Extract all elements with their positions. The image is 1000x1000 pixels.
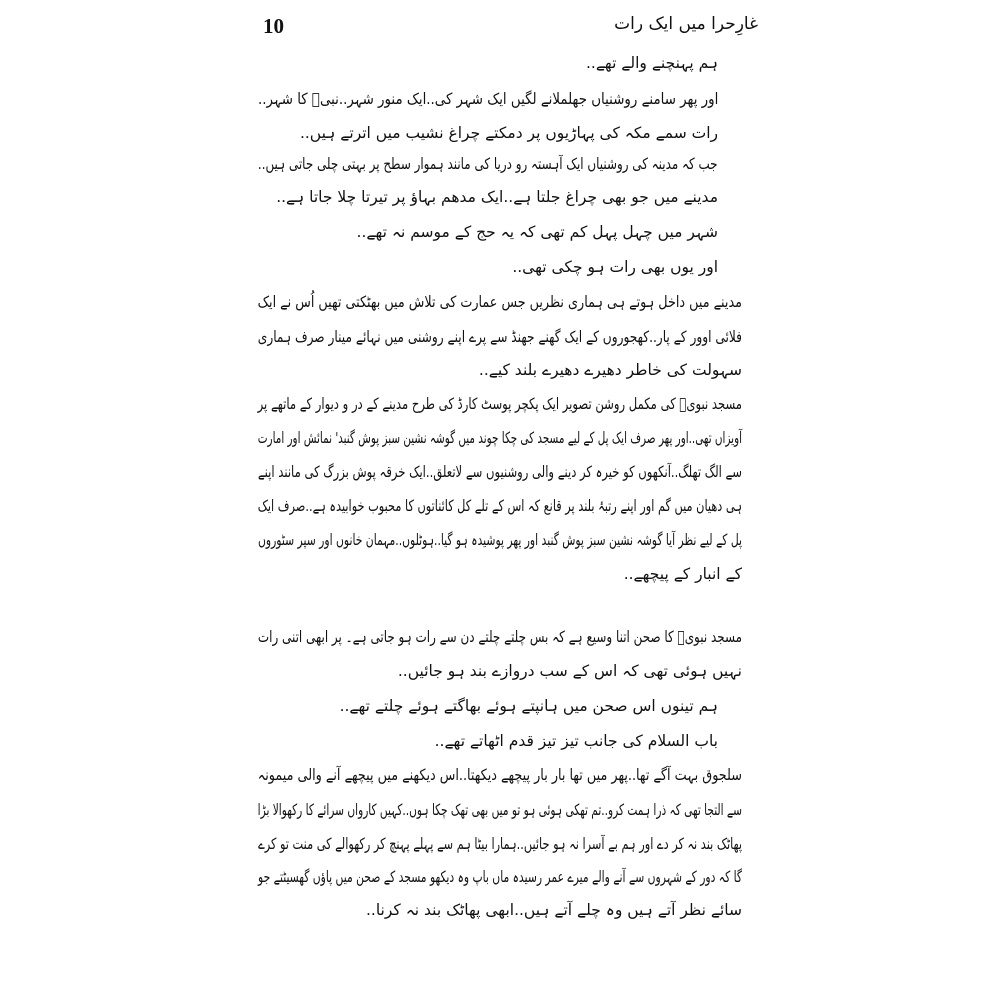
text-line: سائے نظر آتے ہیں وہ چلے آتے ہیں..ابھی پھاٹک بند نہ کرنا.. [365,901,742,919]
text-line: نہیں ہوئی تھی کہ اس کے سب دروازے بند ہو جائیں.. [397,662,742,680]
text-line: فلائی اوور کے پار..کھجوروں کے ایک گھنے جھنڈ سے پرے اپنے روشنی میں نہائے مینار صرف ہماری [257,328,742,346]
text-line: سے الگ تھلگ..آنکھوں کو خیرہ کر دینے والی روشنیوں سے لاتعلق..ایک خرقہ پوش بزرگ کی مانند اپنے [257,463,742,481]
text-line: سے التجا تھی کہ ذرا ہمت کرو..تم تھکی ہوئی ہو تو میں بھی تھک چکا ہوں..کہیں کارواں سرائے کا رکھوالا بڑا [257,801,742,819]
running-title: غارِحرا میں ایک رات [614,14,758,34]
page-number: 10 [263,14,284,38]
text-line: اور یوں بھی رات ہو چکی تھی.. [512,258,718,276]
text-line: گا کہ دور کے شہروں سے آنے والے میرے عمر رسیدہ ماں باپ وہ دیکھو مسجد کے صحن میں پاؤں گھسیٹتے جو [258,868,742,886]
text-line: اور پھر سامنے روشنیاں جھلملانے لگیں ایک شہر کی..ایک منور شہر..نبیؐ کا شہر.. [257,90,718,108]
text-line: سہولت کی خاطر دھیرے دھیرے بلند کیے.. [478,361,742,379]
text-line: ہم تینوں اس صحن میں ہانپتے ہوئے بھاگتے ہوئے چلتے تھے.. [339,697,718,715]
text-line: مدینے میں جو بھی چراغ جلتا ہے..ایک مدھم بہاؤ پر تیرتا چلا جاتا ہے.. [276,188,718,206]
text-line: جب کہ مدینہ کی روشنیاں ایک آہستہ رو دریا کی مانند ہموار سطح پر بہتی چلی جاتی ہیں.. [258,155,718,173]
text-line: باب السلام کی جانب تیز تیز قدم اٹھاتے تھے.. [434,732,718,750]
text-line: مسجد نبویؐ کا صحن اتنا وسیع ہے کہ بس چلتے چلتے دن سے رات ہو جاتی ہے۔ پر ابھی اتنی رات [257,628,742,646]
text-line: کے انبار کے پیچھے.. [623,565,742,583]
text-line: آویزاں تھی..اور پھر صرف ایک پل کے لیے مسجد کی چکا چوند میں گوشہ نشین سبز پوش گنبد' نمائش اور امارت [257,429,742,447]
text-line: شہر میں چہل پہل کم تھی کہ یہ حج کے موسم نہ تھے.. [356,223,718,241]
text-line: پل کے لیے نظر آیا گوشہ نشین سبز پوش گنبد اور پھر پوشیدہ ہو گیا..ہوٹلوں..مہمان خانوں اور سپر سٹوروں [258,531,742,549]
text-line: مسجد نبویؐ کی مکمل روشن تصویر ایک پکچر پوسٹ کارڈ کی طرح مدینے کے در و دیوار کے ماتھے پر [257,395,742,413]
text-line: ہی دھیان میں گم اور اپنے رتبۂ بلند پر قانع کہ اس کے تلے کل کائناتوں کا محبوب خوابیدہ ہے..صرف ایک [257,497,742,515]
text-line: رات سمے مکہ کی پہاڑیوں پر دمکتے چراغ نشیب میں اترتے ہیں.. [299,124,718,142]
text-line: مدینے میں داخل ہوتے ہی ہماری نظریں جس عمارت کی تلاش میں بھٹکتی تھیں اُس نے ایک [257,293,742,311]
text-line: سلجوق بہت آگے تھا..پھر میں تھا بار بار پیچھے دیکھتا..اس دیکھنے میں پیچھے آنے والی میمونہ [257,766,742,784]
text-line: پھاٹک بند نہ کر دے اور ہم بے آسرا نہ ہو جائیں..ہمارا بیٹا ہم سے پہلے پہنچ کر رکھوالے کی منت تو کرے [258,835,742,853]
text-line: ہم پہنچنے والے تھے.. [585,54,718,72]
